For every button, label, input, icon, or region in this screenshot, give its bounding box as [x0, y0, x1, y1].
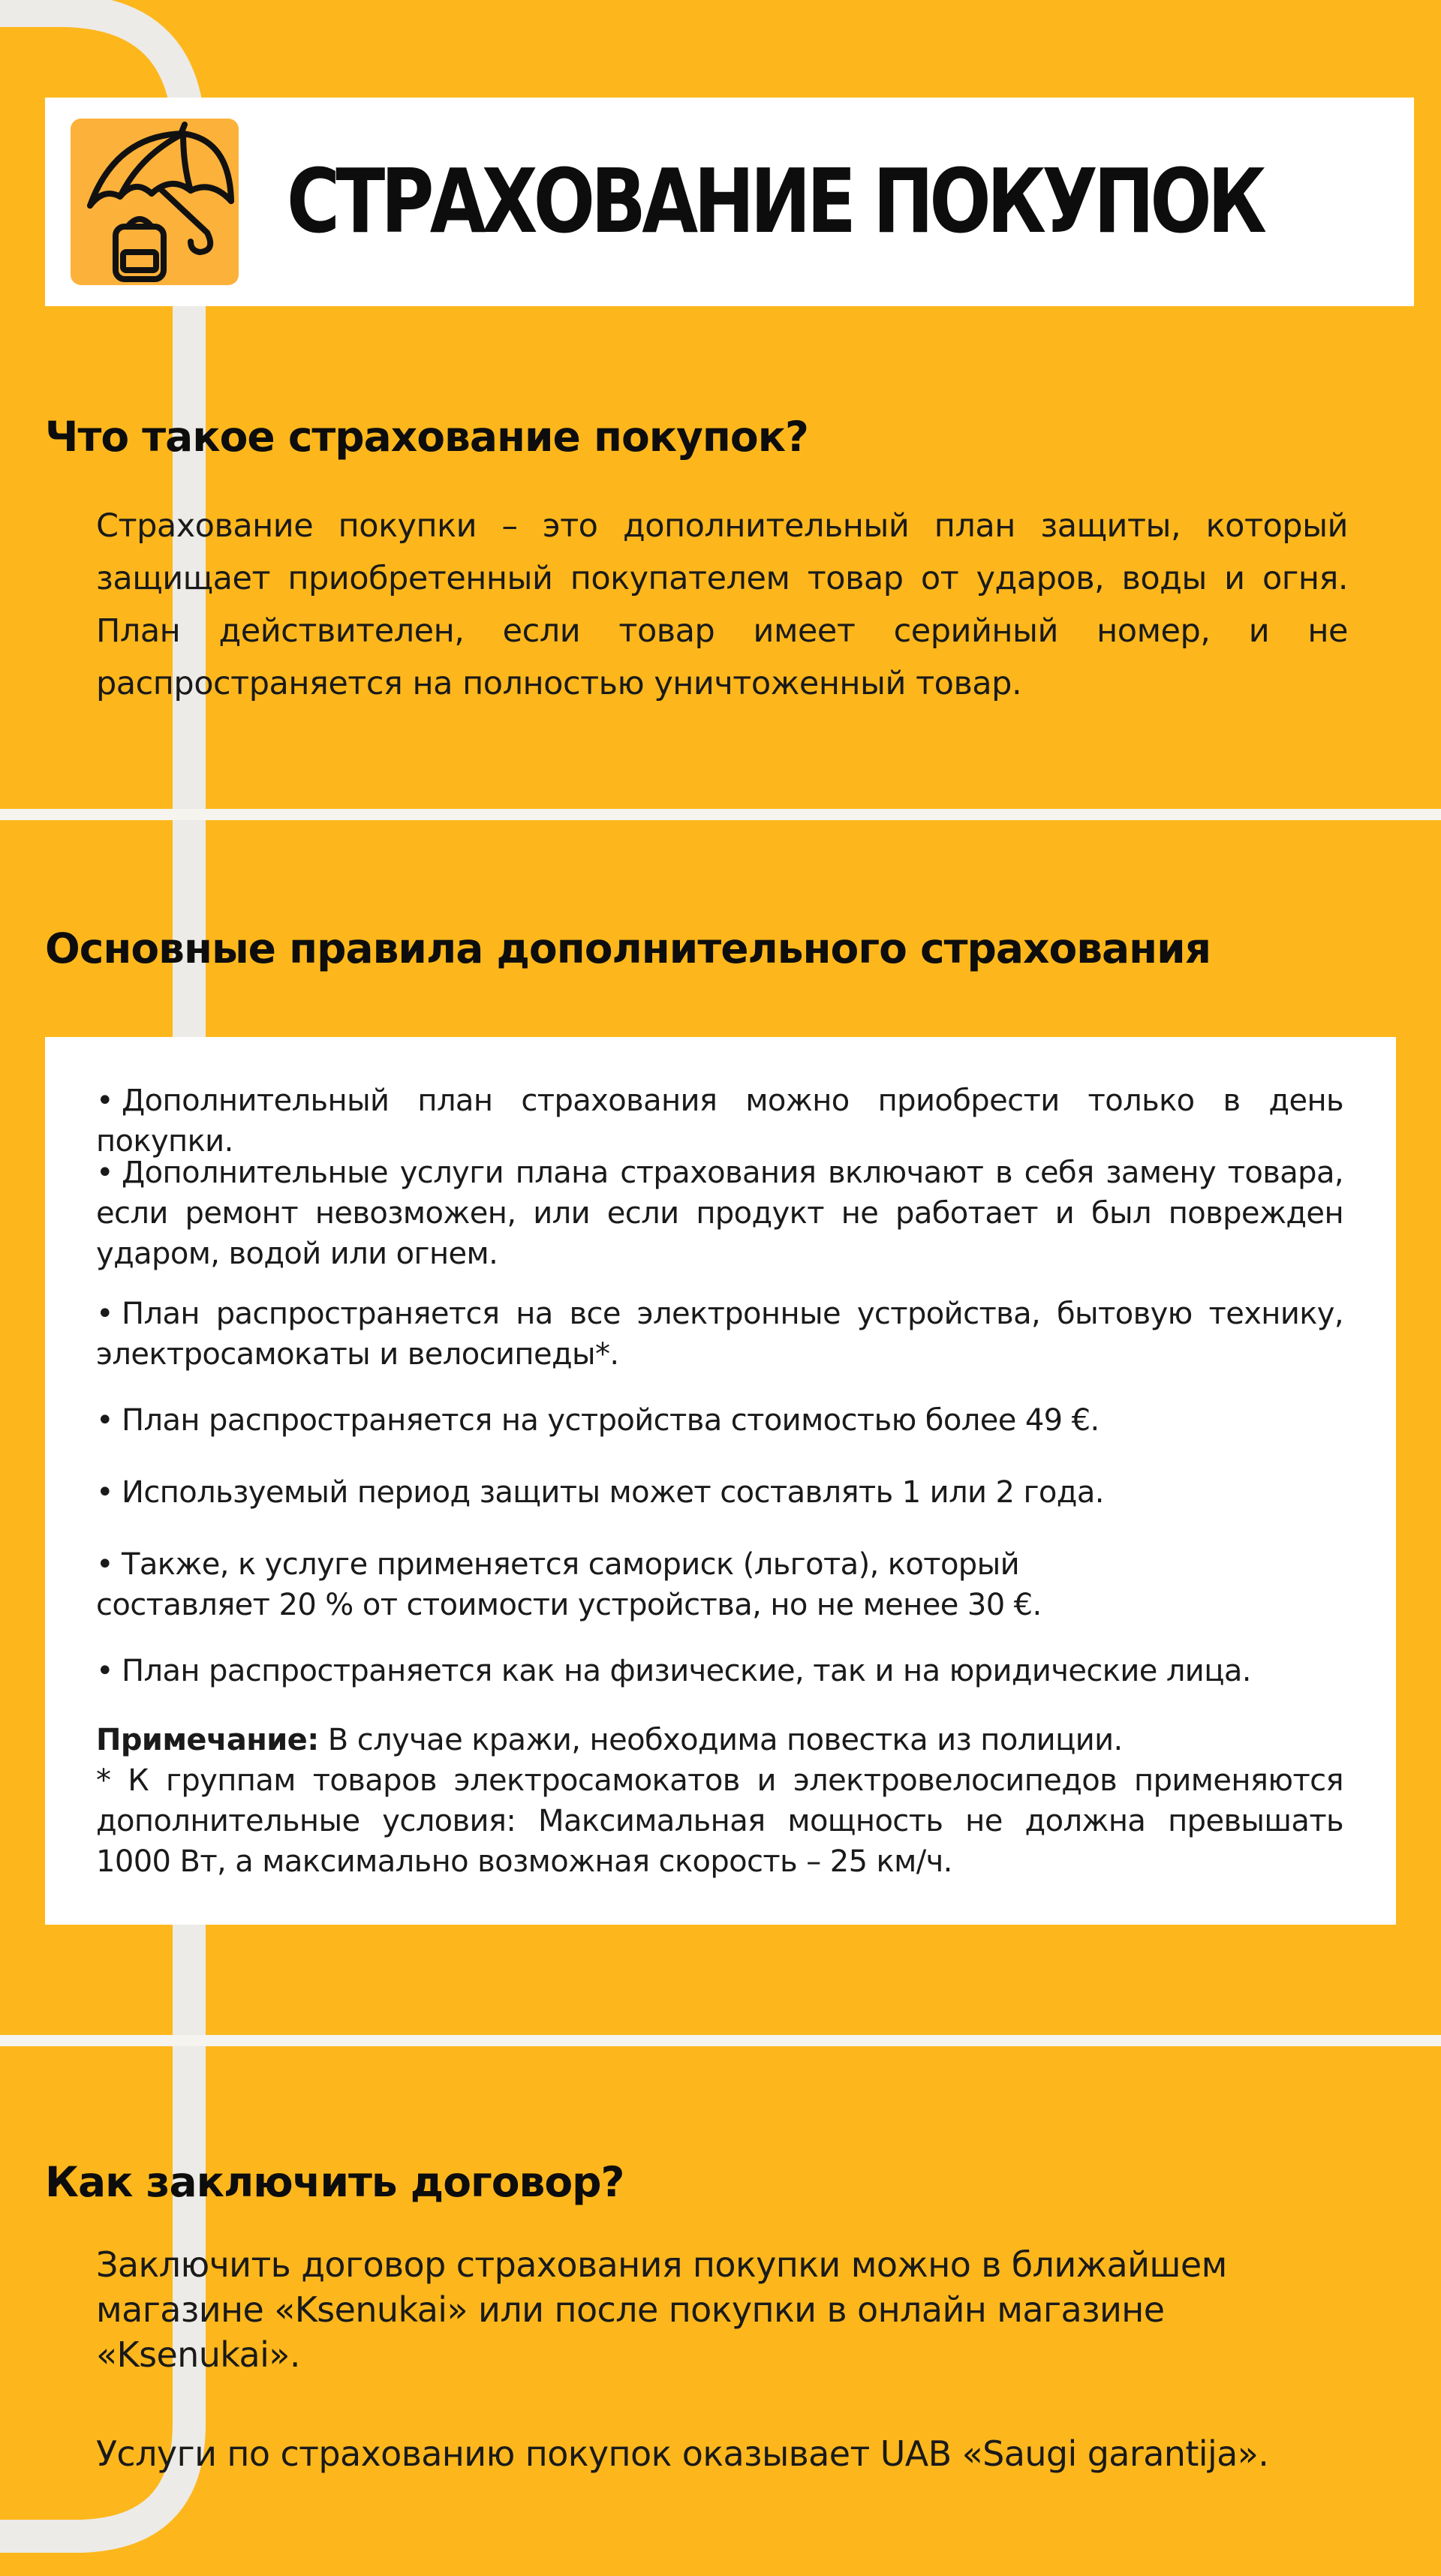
header-banner	[45, 98, 1414, 306]
rules-panel	[45, 1037, 1396, 1925]
section-divider-2	[0, 2035, 1441, 2046]
section-heading-what: Что такое страхование покупок?	[45, 413, 808, 461]
note-block	[96, 1720, 1343, 1882]
rule-item	[96, 1651, 1343, 1691]
section-heading-rules: Основные правила дополнительного страхования	[45, 924, 1211, 972]
rule-text: План распространяется на устройства стоимостью более 49 €.	[122, 1403, 1100, 1438]
bullet: •	[96, 1654, 113, 1688]
page-title: СТРАХОВАНИЕ ПОКУПОК	[287, 149, 1263, 253]
intro-paragraph: Страхование покупки – это дополнительный план защиты, который защищает приобретенный покупателем товар от ударов, воды и огня. План действителен, если товар имеет серийный номер, и не распространяется на полностью уничтоженный товар.	[96, 507, 1348, 702]
note-line	[96, 1720, 1343, 1760]
provider-paragraph: Услуги по страхованию покупок оказывает UAB «Saugi garantija».	[96, 2433, 1269, 2474]
note-label: Примечание:	[96, 1723, 319, 1757]
section-heading-contract: Как заключить договор?	[45, 2158, 624, 2206]
rule-item	[96, 1153, 1343, 1274]
section-divider-1	[0, 809, 1441, 820]
bullet: •	[96, 1547, 113, 1582]
rule-item	[96, 1081, 1343, 1162]
rule-text: Используемый период защиты может составлять 1 или 2 года.	[122, 1475, 1104, 1510]
logo-tile	[71, 119, 239, 285]
umbrella-over-bag-icon	[71, 119, 239, 285]
rule-text: Дополнительный план страхования можно приобрести только в день покупки.	[96, 1084, 1343, 1159]
contract-paragraph: Заключить договор страхования покупки можно в ближайшем магазине «Ksenukai» или после покупки в онлайн магазине «Ksenukai».	[96, 2244, 1227, 2375]
rule-text: План распространяется как на физические, так и на юридические лица.	[122, 1654, 1251, 1688]
rule-text: Дополнительные услуги плана страхования включают в себя замену товара, если ремонт невозможен, или если продукт не работает и был поврежден ударом, водой или огнем.	[96, 1156, 1343, 1271]
bullet: •	[96, 1475, 113, 1510]
bullet: •	[96, 1297, 113, 1331]
rule-item	[96, 1400, 1343, 1441]
bullet: •	[96, 1084, 113, 1118]
rule-item	[96, 1472, 1343, 1513]
bullet: •	[96, 1156, 113, 1190]
rule-item	[96, 1294, 1343, 1375]
footnote-text: * К группам товаров электросамокатов и электровелосипедов применяются дополнительные условия: Максимальная мощность не должна превышать 1000 Вт, а максимально возможная скорость – 25 км/ч.	[96, 1763, 1343, 1879]
bullet: •	[96, 1403, 113, 1438]
rule-text: Также, к услуге применяется самориск (льгота), который составляет 20 % от стоимости устройства, но не менее 30 €.	[96, 1547, 1042, 1622]
rule-item	[96, 1544, 1147, 1625]
note-text: В случае кражи, необходима повестка из полиции.	[327, 1723, 1123, 1757]
rule-text: План распространяется на все электронные устройства, бытовую технику, электросамокаты и велосипеды*.	[96, 1297, 1343, 1372]
